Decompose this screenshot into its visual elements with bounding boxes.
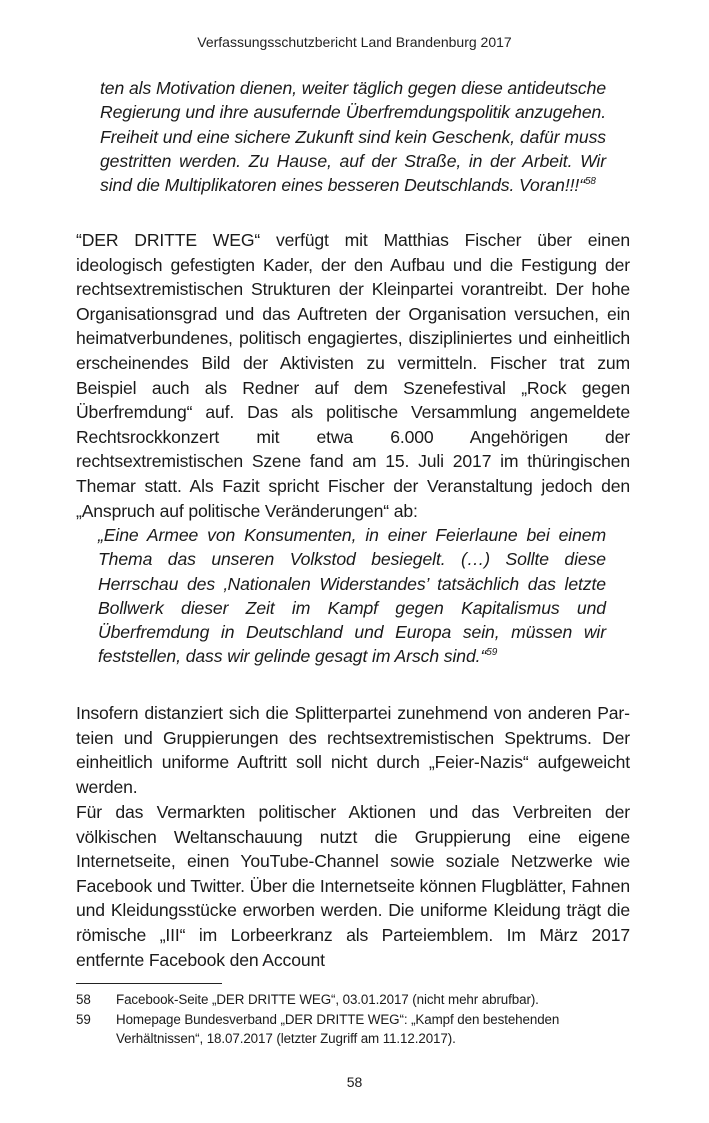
page-number: 58 [346,1074,363,1090]
footnote-ref-59[interactable]: 59 [486,647,498,659]
footnote-58 [76,990,636,1010]
block-quote-2 [98,523,606,669]
paragraph-3: Für das Vermarkten politischer Aktionen und das Verbreiten der völkischen Weltanschauung nutzt die Gruppierung eine eigene Internetseite, einen YouTube-Channel sowie soziale Netzwerke wie Facebook und Twitter. Über die Internetseite können Flugblätter, Fahnen und Kleidungsstücke erworben werden. Die uniforme Kleidung trägt die römische „III“ im Lorbeerkranz als Parteiemblem. Im März 2017 entfernte Facebook den Account [76,802,630,970]
footnote-text: Homepage Bundesverband „DER DRITTE WEG“: „Kampf den bestehenden Verhältnissen“, 18.07.2017 (letzter Zugriff am 11.12.2017). [116,1011,560,1046]
footnote-59 [76,1010,636,1049]
block-quote-1 [100,76,606,197]
running-header: Verfassungsschutzbericht Land Brandenburg 2017 [197,34,512,50]
paragraph-1: “DER DRITTE WEG“ verfügt mit Matthias Fischer über einen ideologisch gefestigten Kader, der den Aufbau und die Festigung der rechtsextremistischen Strukturen der Kleinpartei vorantreibt. Der hohe Organisationsgrad und das Auftreten der Organisation versuchen, ein heimatverbundenes, politisch engagiertes, diszipliniertes und einheitlich erscheinendes Bild der Aktivisten zu vermitteln. Fischer trat zum Beispiel auch als Redner auf dem Szenefestival „Rock gegen Überfremdung“ auf. Das als politische Versammlung angemeldete Rechtsrockkonzert mit etwa 6.000 Angehörigen der rechtsextremistischen Szene fand am 15. Juli 2017 im thüringischen Themar statt. Als Fazit spricht Fischer der Veranstaltung jedoch den „Anspruch auf politische Veränderungen“ ab: [76,230,630,521]
footnote-number: 59 [76,1011,91,1027]
quote-1-text: ten als Motivation dienen, weiter täglich gegen diese antideutsche Regierung und ihre ausufernde Überfremdungspolitik anzugehen. Freiheit und eine sichere Zukunft sind kein Geschenk, dafür muss gestritten werden. Zu Hause, auf der Straße, in der Arbeit. Wir sind die Multiplikatoren eines besseren Deutschlands. Voran!!!“ [100,78,606,196]
footnotes [76,990,636,1049]
footnote-text: Facebook-Seite „DER DRITTE WEG“, 03.01.2017 (nicht mehr abrufbar). [116,992,539,1007]
footnote-number: 58 [76,992,91,1007]
footnote-separator [76,983,222,984]
footnote-ref-58[interactable]: 58 [584,176,596,188]
paragraph-2: Insofern distanziert sich die Splitterpartei zunehmend von anderen Parteien und Gruppierungen des rechtsextremistischen Spektrums. Der einheitlich uniforme Auftritt soll nicht durch „Feier-Nazis“ aufgeweicht werden. [76,703,630,797]
quote-2-text: „Eine Armee von Konsumenten, in einer Feierlaune bei einem Thema das unseren Volkstod besiegelt. (…) Sollte diese Herrschau des ‚Nationalen Widerstandes’ tatsächlich das letzte Bollwerk dieser Zeit im Kampf gegen Kapitalismus und Überfremdung in Deutschland und Europa sein, müssen wir feststellen, dass wir gelinde gesagt im Arsch sind.“ [98,525,606,667]
